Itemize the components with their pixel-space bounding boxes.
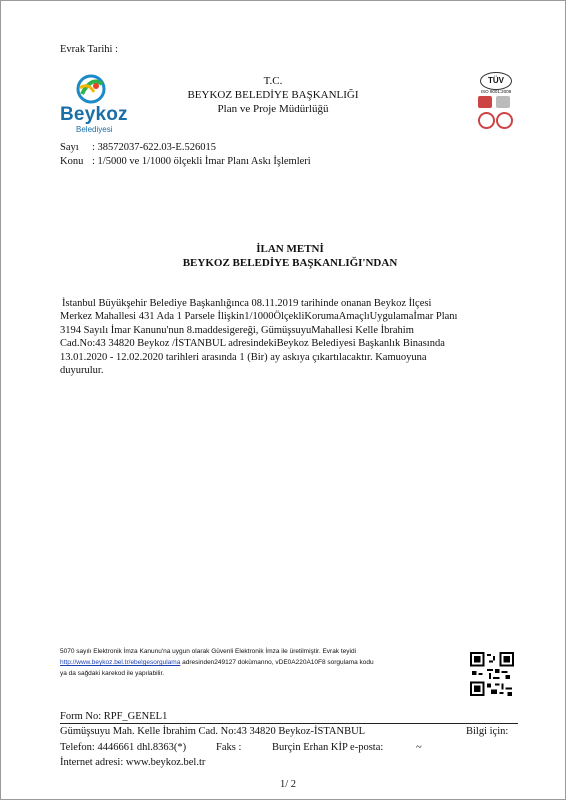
verification-link[interactable]: http://www.beykoz.bel.tr/ebelgesorgulama [60,659,181,666]
certification-logos [474,72,516,142]
qr-code-icon [470,652,514,696]
header [170,74,376,116]
footer-address: Gümüşsuyu Mah. Kelle İbrahim Cad. No:43 34820 Beykoz-İSTANBUL [60,726,366,737]
logo-subtitle: Belediyesi [76,125,113,134]
esign-line-2-rest: adresinden249127 dokümanno, vDE0A220A10F8 sorgulama kodu [180,659,374,666]
footer-telefon: Telefon: 4446661 dhl.8363(*) [60,742,187,753]
page-number: 1/ 2 [280,779,297,790]
cert-badge-red-icon [478,96,492,108]
cert-seal-left-icon [478,112,495,129]
footer-tilde: ~ [416,742,422,753]
footer-bilgi: Bilgi için: [466,726,509,737]
beykoz-emblem-icon [74,74,108,104]
form-number: Form No: RPF_GENEL1 [60,711,168,722]
esign-line-3: ya da sağdaki karekod ile yapılabilir. [60,670,165,677]
announcement-subtitle: BEYKOZ BELEDİYE BAŞKANLIĞI'NDAN [182,257,398,269]
evrak-tarihi: Evrak Tarihi : [60,44,118,55]
announcement-heading [60,242,520,270]
header-department: Plan ve Proje Müdürlüğü [217,103,329,115]
footer-divider [60,723,518,724]
header-institution: BEYKOZ BELEDİYE BAŞKANLIĞI [187,89,359,101]
esign-line-2 [60,657,470,668]
footer-contact: Burçin Erhan KİP e-posta: [272,742,384,753]
esign-notice [60,646,470,679]
cert-badge-gray-icon [496,96,510,108]
announcement-title: İLAN METNİ [256,243,324,255]
beykoz-logo [60,74,128,134]
konu-label: Konu [60,156,84,167]
footer-faks: Faks : [216,742,242,753]
sayi-label: Sayı [60,142,79,153]
esign-line-1: 5070 sayılı Elektronik İmza Kanunu'na uygun olarak Güvenli Elektronik İmza ile üretilmiştir. Evrak teyidi [60,648,357,655]
logo-name: Beykoz [60,104,128,125]
tuv-cert-icon: TÜV [480,72,512,90]
body-line: 3194 Sayılı İmar Kanunu'nun 8.maddesigereği, GümüşsuyuMahallesi Kelle İbrahim [60,324,414,336]
body-line: Merkez Mahallesi 431 Ada 1 Parsele İlişkin1/1000ÖlçekliKorumaAmaçlıUygulamaİmar Planı [60,311,458,323]
cert-seal-right-icon [496,112,513,129]
header-tc: T.C. [263,75,283,87]
body-line: 13.01.2020 - 12.02.2020 tarihleri arasında 1 (Bir) ay askıya çıkartılacaktır. Kamuoyuna [60,351,427,363]
body-line: İstanbul Büyükşehir Belediye Başkanlığınca 08.11.2019 tarihinde onanan Beykoz İlçesi [62,298,432,309]
konu-value: : 1/5000 ve 1/1000 ölçekli İmar Planı Askı İşlemleri [92,156,311,167]
footer-internet: İnternet adresi: www.beykoz.bel.tr [60,757,206,768]
body-line: duyurulur. [60,365,104,377]
sayi-value: : 38572037-622.03-E.526015 [92,142,216,153]
iso-cert-label: ISO 9001:2008 [480,89,512,94]
announcement-body [60,297,518,377]
body-line: Cad.No:43 34820 Beykoz /İSTANBUL adresindekiBeykoz Belediyesi Başkanlık Binasında [60,338,445,350]
